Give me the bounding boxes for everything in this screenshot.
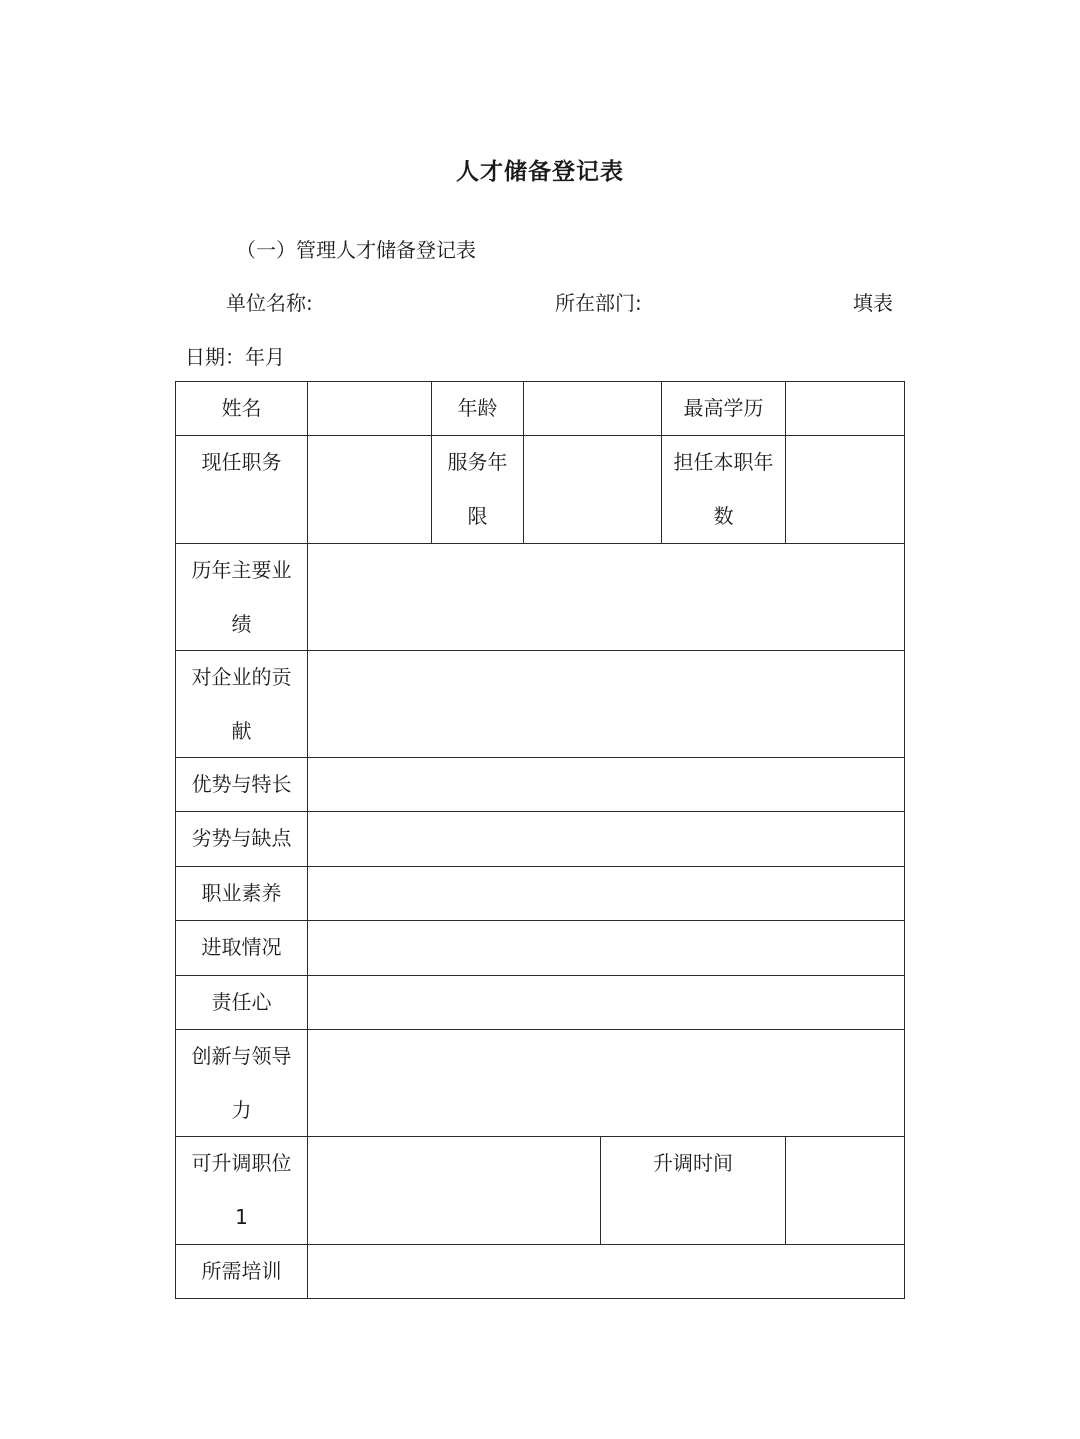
- age-field[interactable]: [524, 382, 661, 435]
- department-label: 所在部门:: [555, 291, 642, 315]
- weaknesses-field[interactable]: [308, 812, 904, 866]
- contribution-field[interactable]: [308, 651, 904, 757]
- service-years-field[interactable]: [524, 436, 661, 543]
- ambition-field[interactable]: [308, 921, 904, 975]
- promotion-time-field[interactable]: [786, 1137, 904, 1244]
- responsibility-field[interactable]: [308, 976, 904, 1029]
- contribution-label: 对企业的贡 献: [191, 665, 292, 743]
- leadership-label: 创新与领导 力: [191, 1044, 292, 1122]
- name-label: 姓名: [221, 396, 262, 420]
- professionalism-field[interactable]: [308, 867, 904, 920]
- achievements-label: 历年主要业 绩: [191, 558, 292, 636]
- weaknesses-label: 劣势与缺点: [191, 826, 292, 850]
- years-in-position-label: 担任本职年 数: [673, 450, 774, 528]
- strengths-field[interactable]: [308, 758, 904, 811]
- promotable-position-label: 可升调职位 1: [191, 1151, 292, 1229]
- section-title: （一）管理人才储备登记表: [236, 238, 476, 262]
- date-label: 日期：年月: [185, 345, 285, 369]
- unit-name-label: 单位名称:: [226, 291, 313, 315]
- strengths-label: 优势与特长: [191, 772, 292, 796]
- achievements-field[interactable]: [308, 544, 904, 650]
- age-label: 年龄: [457, 396, 498, 420]
- years-in-position-field[interactable]: [786, 436, 904, 543]
- training-needed-field[interactable]: [308, 1245, 904, 1298]
- ambition-label: 进取情况: [201, 935, 282, 959]
- training-needed-label: 所需培训: [201, 1259, 282, 1283]
- leadership-field[interactable]: [308, 1030, 904, 1136]
- promotable-position-field[interactable]: [308, 1137, 600, 1244]
- education-label: 最高学历: [683, 396, 764, 420]
- education-field[interactable]: [786, 382, 904, 435]
- filler-label: 填表: [853, 291, 893, 315]
- promotion-time-label: 升调时间: [653, 1151, 733, 1175]
- responsibility-label: 责任心: [211, 990, 272, 1014]
- service-years-label: 服务年 限: [447, 450, 508, 528]
- form-title: 人才储备登记表: [456, 159, 624, 185]
- position-label: 现任职务: [201, 450, 282, 474]
- name-field[interactable]: [308, 382, 431, 435]
- position-field[interactable]: [308, 436, 431, 543]
- professionalism-label: 职业素养: [201, 881, 282, 905]
